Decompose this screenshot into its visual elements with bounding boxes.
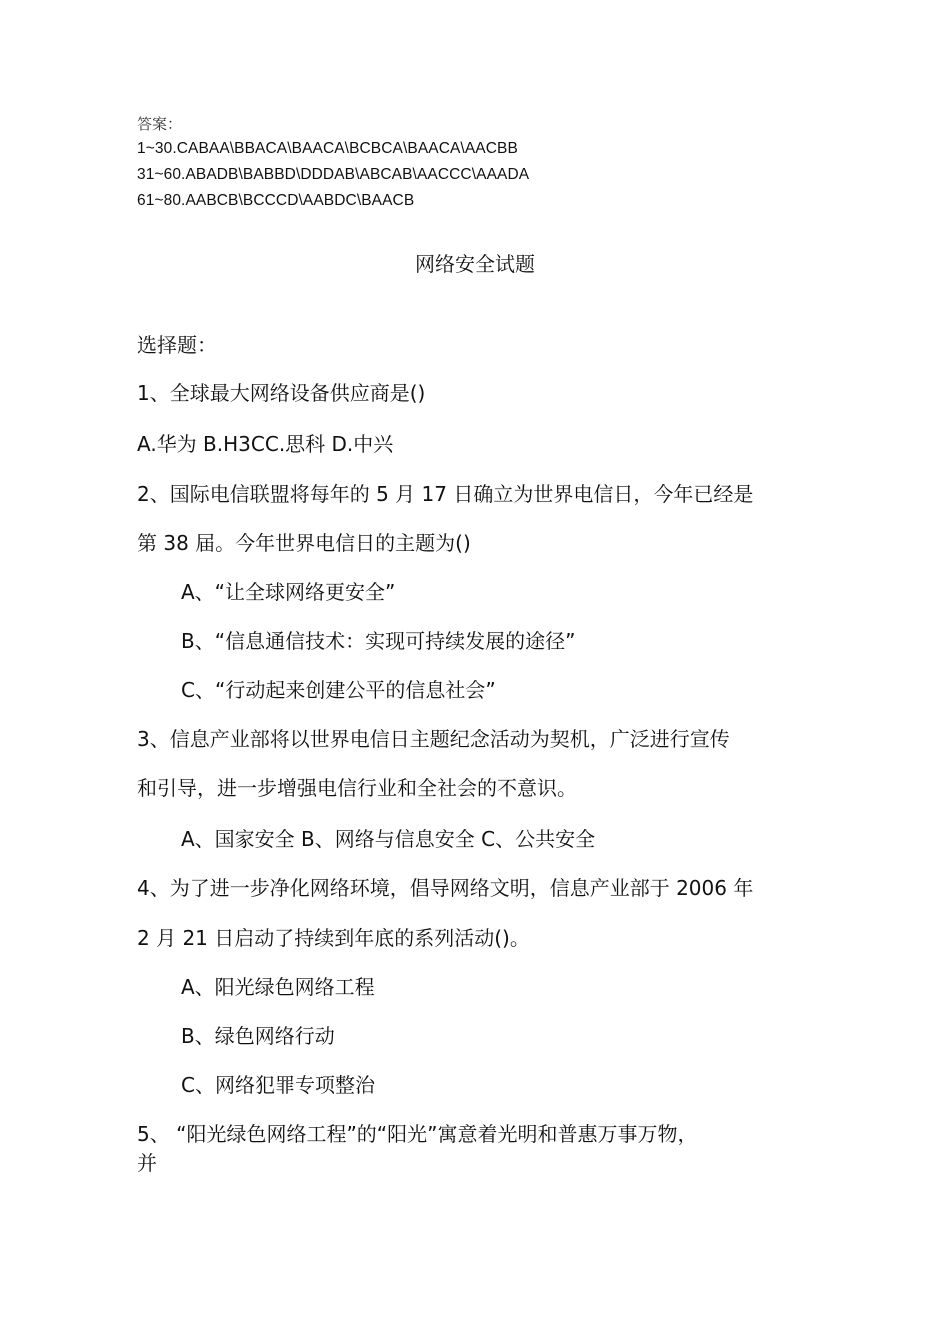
question-1: 1、全球最大网络设备供应商是() <box>137 381 426 405</box>
answer-key <box>137 112 837 214</box>
question-4-line-2: 2 月 21 日启动了持续到年底的系列活动()。 <box>137 926 530 950</box>
answer-key-line: 1~30.CABAA\BBACA\BAACA\BCBCA\BAACA\AACBB <box>137 140 518 157</box>
question-3-line-2: 和引导，进一步增强电信行业和全社会的不意识。 <box>137 776 577 800</box>
question-4-option-c: C、网络犯罪专项整治 <box>181 1073 375 1097</box>
question-4-line-1: 4、为了进一步净化网络环境，倡导网络文明，信息产业部于 2006 年 <box>137 876 754 900</box>
question-2-option-b: B、“信息通信技术：实现可持续发展的途径” <box>181 629 576 653</box>
answer-key-line: 31~60.ABADB\BABBD\DDDAB\ABCAB\AACCC\AAADA <box>137 166 530 183</box>
section-heading: 选择题： <box>137 333 217 357</box>
question-5-line-2: 并 <box>137 1151 157 1175</box>
question-2-line-1: 2、国际电信联盟将每年的 5 月 17 日确立为世界电信日，今年已经是 <box>137 482 754 506</box>
document-title: 网络安全试题 <box>415 252 535 276</box>
question-5-line-1: 5、 “阳光绿色网络工程”的“阳光”寓意着光明和普惠万事万物， <box>137 1122 698 1146</box>
question-3-line-1: 3、信息产业部将以世界电信日主题纪念活动为契机，广泛进行宣传 <box>137 727 730 751</box>
answer-key-line: 61~80.AABCB\BCCCD\AABDC\BAACB <box>137 192 415 209</box>
question-4-option-a: A、阳光绿色网络工程 <box>181 975 375 999</box>
question-3-options: A、国家安全 B、网络与信息安全 C、公共安全 <box>181 827 596 851</box>
question-2-option-c: C、“行动起来创建公平的信息社会” <box>181 678 496 702</box>
question-4-option-b: B、绿色网络行动 <box>181 1024 335 1048</box>
question-2-option-a: A、“让全球网络更安全” <box>181 580 396 604</box>
question-1-options: A.华为 B.H3CC.思科 D.中兴 <box>137 432 394 456</box>
question-2-line-2: 第 38 届。今年世界电信日的主题为() <box>137 531 471 555</box>
answer-key-label: 答案： <box>137 115 183 133</box>
